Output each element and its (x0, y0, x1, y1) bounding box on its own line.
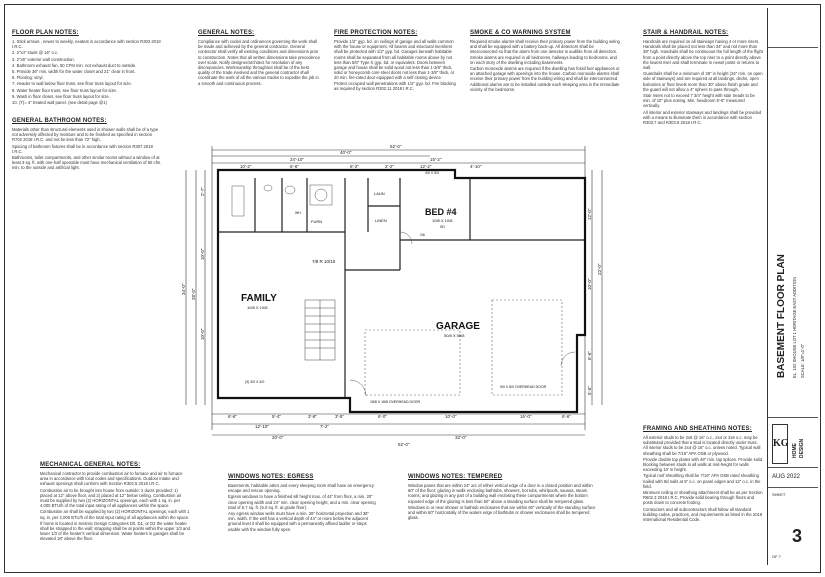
dimension-label: 10'-0" (200, 248, 205, 260)
dimension-label: 10'-0" (587, 278, 592, 290)
framing-note: All exterior studs to be 2x6 @ 16" o.c., 2x4 or 2x6 o.c. may be substituted provided that a stud is located directly under truss. All interior studs to be 2x4 @ 16" o.c. unless noted. Typical wall sheathing shall be 7/16" APA OSB or plywood. (643, 435, 761, 456)
floor-plan-notes-title: FLOOR PLAN NOTES: (12, 30, 79, 36)
bathroom-note: Spacing of bathroom fixtures shall be in accordance with section R307 2018 I.R.C. (12, 143, 153, 154)
dimension-label: 10'-0" (445, 414, 457, 419)
smoke-co-notes-title: SMOKE & CO WARNING SYSTEM (470, 30, 571, 36)
dimension-label: 32'-0" (455, 435, 467, 440)
room-size-family: 10/8 X 10/8 (247, 305, 268, 310)
sheet-number-box (768, 488, 818, 565)
egress-note: Any egress window wells must have a min. 36" horizontal projection and 36" min. width. If the well has a vertical depth of 44" or more below the adjacent ground level it shall be equipped with a permanently affixed ladder or steps usable with the window fully open. (228, 511, 370, 532)
stair-handrail-notes-title: STAIR & HANDRAIL NOTES: (643, 30, 729, 36)
mechanical-notes-title: MECHANICAL GENERAL NOTES: (40, 462, 141, 468)
closet-door-label: 2/6 (420, 233, 425, 237)
stair-note: Guardrails shall be a minimum of 36" in height (34" min. on open side of stairways) and are required at all landings, decks, open balconies or floor levels more than 30" above finish grade and the guard will not allow a 4" sphere to pass through. (643, 71, 763, 92)
room-label-laundry: LAUN (374, 191, 385, 196)
smoke-note: Carbon monoxide alarms are required if the dwelling has fossil fuel appliances or an attached garage with openings into the house. Carbon monoxide alarms shall receive their primary power from the building wiring and shall be interconnected. Additional alarms are to be installed outside each sleeping area in the immediate vicinity of the bedrooms. (470, 66, 620, 92)
dimension-label: 6'-6" (228, 414, 237, 419)
room-label-bed4: BED #4 (425, 207, 457, 217)
dimension-label: 24'-10" (290, 157, 304, 162)
designer-logo: KG (772, 424, 788, 464)
room-label-garage: GARAGE (436, 321, 480, 332)
floor-note: 5. Provide 36" min. width for the water closet and 21" clear in front. (12, 69, 136, 75)
dimension-label: 10'-0" (200, 328, 205, 340)
fire-protection-notes-title: FIRE PROTECTION NOTES: (334, 30, 418, 36)
framing-note: Minimum ceiling or sheathing attachment shall be as per Section R602.3 2018 I.R.C. Provide solid bearing through floors and posts down to concrete footing. (643, 490, 763, 506)
room-label-furnace: FURN (311, 219, 323, 224)
dimension-label: 22'-0" (597, 263, 602, 275)
title-block (767, 8, 818, 565)
sheet-label: SHEET (772, 492, 786, 497)
water-heater-label: WH (295, 211, 301, 215)
smoke-note: Required smoke alarms shall receive their primary power from the building wiring and shall be equipped with a battery back-up. All detectors shall be interconnected so that the alarm from one detector is audible from all detectors. Smoke alarms are required in all bedrooms, hallways leading to bedrooms, and on each story of the dwelling including basements. (470, 39, 620, 65)
dimension-label: 28'-0" (191, 288, 196, 300)
floor-note: 10. (T)= 4" treated wall panel. (see detail page @1) (12, 100, 108, 106)
logo-text-design: DESIGN (799, 438, 805, 458)
floor-note: 6. Flooring: vinyl. (12, 75, 44, 81)
general-bathroom-notes-title: GENERAL BATHROOM NOTES: (12, 118, 107, 124)
framing-note: Contractors and all subcontractors shall follow all standard building codes, practices, and requirements as listed in the 2018 International Residential Code. (643, 506, 763, 523)
dimension-label: 40'-0" (340, 150, 352, 155)
smoke-detector-label: SD (440, 225, 445, 229)
floor-note: 2. 2"x4" studs @ 16" o.c. (12, 50, 59, 56)
dimension-label: 34'-0" (181, 283, 186, 295)
bathroom-note: Materials other than structural elements used in shower walls shall be of a type not adversely affected by moisture and to be finished as specified in section R702 2018 I.R.C. and not be less than 72" high. (12, 127, 159, 143)
floor-note: 9. Wash in floor closet, see floor truss layout for size. (12, 93, 110, 99)
dimension-label: 2'-7" (200, 187, 205, 196)
dimension-label: 20'-0" (272, 435, 284, 440)
floor-note: 8. Water heater floor truss; see floor truss layout for size. (12, 87, 118, 93)
room-label-family: FAMILY (241, 293, 277, 304)
dimension-label: 7'-2" (320, 424, 329, 429)
dimension-label: 2'-2" (385, 164, 394, 169)
dimension-label: 6'-6" (562, 414, 571, 419)
revision-box (768, 8, 818, 48)
stair-note: All interior and exterior stairways and landings shall be provided with a means to illuminate them in accordance with section R303.7 and R303.8 2018 I.R.C. (643, 109, 762, 126)
windows-egress-notes-title: WINDOWS NOTES: EGRESS (228, 474, 314, 480)
dimension-label: 6'-0" (378, 414, 387, 419)
window-label-family: (3) 3/0 X 4/0 (245, 380, 265, 384)
stair-note: Handrails are required on all stairways having 4 or more risers. Handrails shall be placed not less than 34" and not more than 38" high. Handrails shall be continuous the full length of the flight from a point directly above the top riser to a point directly above the lowest riser and shall terminate in newel posts or returns to wall. (643, 39, 763, 71)
egress-note: Basements, habitable attics and every sleeping room shall have an emergency escape and rescue opening. (228, 483, 374, 494)
dimension-label: 12'-2" (420, 164, 432, 169)
dimension-label: 12'-10" (255, 424, 269, 429)
framing-note: Provide double top plates with 48" min. lap splices. Provide solid blocking between studs in all walls at mid-height for walls exceeding 10' in height. (643, 456, 763, 473)
floor-note: 3. 2"x6" exterior wall construction. (12, 56, 75, 62)
tempered-note: Windows in or near shower or bathtub enclosures that are within 60" vertically of the standing surface and within 60" horizontally of the waters edge of bathtubs or shower enclosures shall be tempered glass. (408, 504, 596, 521)
logo-text-home: HOME (792, 443, 798, 458)
tempered-note: Window panes that are within 24" arc of either vertical edge of a door in a closed position and within 60" of the floor; glazing in walls enclosing bathtubs, showers, hot tubs, whirlpools, saunas, steam rooms; and glazing in any part of a building wall enclosing these compartments where the bottom exposed edge of the glazing is less than 60" above a standing surface shall be tempered glass. (408, 483, 593, 504)
framing-note: Typical roof sheathing shall be 7/16" APA OSB rated sheathing nailed with 8d nails at 6" o.c. on panel edges and 12" o.c. in the field. (643, 473, 761, 489)
project-address: EL. 102 SHOUSE LOT 1 HERITAGE EAST ADDITION (792, 276, 797, 378)
fire-note-text: Provide 1/2" gyp. bd. on ceilings of garage and all walls common with the house or equipment. All beams and structural members shall be protected with 1/2" gyp. bd. Garages beneath habitable rooms shall be separated from all habitable rooms above by not less than 5/8" Type X gyp. bd. or equivalent. Doors between garage and house shall be solid wood not less than 1-3/8" thick, solid or honeycomb core steel doors not less than 1-3/8" thick, or 20 min. fire-rated door equipped with a self closing device. Protect occupied wall penetrations with 1/2" gyp. bd. Fire blocking as required by section R302.11 2018 I.R.C. (334, 39, 456, 91)
date-box (768, 468, 818, 488)
dimension-label: 3'-5" (335, 414, 344, 419)
general-notes-title: GENERAL NOTES: (198, 30, 255, 36)
floor-note: 4. Bathroom exhaust fan, 50 CFM min. not exhaust duct to outside. (12, 62, 137, 68)
dimension-label: 6'-6" (290, 164, 299, 169)
room-size-bed4: 10/8 X 10/8 (432, 218, 453, 223)
mechanical-note: Combustion air to be brought into house from outside: 2 ducts provided: 1) placed at 12" above floor, and 2) placed at 12" below ceiling. Combustion air must be supplied by two (2) HORIZONTAL openings, each with 1 sq. in. per 4,000 BTU/h of the total input rating of all appliances within the space. (40, 487, 182, 509)
sheet-title: BASEMENT FLOOR PLAN (776, 254, 787, 378)
garage-door-label-small: 18/8 X 18/8 OVERHEAD DOOR (370, 400, 420, 404)
sheet-number: 3 (792, 526, 803, 546)
dimension-label: 4'-10" (470, 164, 482, 169)
stair-note: Stair risers not to exceed 7 3/4" height with stair treads to be min. of 10" plus nosing. Min. headroom 6'-8" measured vertically. (643, 93, 755, 109)
logo-box (768, 418, 818, 468)
mechanical-note: Mechanical contractor to provide combustion air to furnace and air to furnace area in accordance with local codes and specifications. Outdoor intake and exhaust openings shall conform with Section R302.5 2018 I.R.C. (40, 471, 183, 487)
dimension-label: 52'-0" (390, 144, 402, 149)
dimension-label: 5'-6" (587, 386, 592, 395)
garage-door-label-big: 9/0 X 8/0 OVERHEAD DOOR (500, 385, 547, 389)
drawing-scale: SCALE: 1/8"=1'-0" (800, 343, 805, 378)
drawing-date: AUG 2022 (772, 474, 801, 480)
bathroom-note: Bathrooms, toilet compartments, and other similar rooms without a window of at least 3 sq. ft. with one-half openable must have mechanical ventilation of 50 cfm. min. to the outside and artificial light. (12, 155, 162, 171)
framing-sheathing-notes-title: FRAMING AND SHEATHING NOTES: (643, 426, 752, 432)
room-label-linen: LINEN (375, 218, 387, 223)
dimension-label: 15'-2" (430, 157, 442, 162)
window-label-bed: 4/0 X 5/0 (425, 171, 440, 175)
floor-note: 7. Header to wall below floor truss, see floor truss layout for size. (12, 81, 132, 87)
mechanical-note: If home is located in Seismic Design Categories D0, D1, or D2 the water heater shall be strapped to the wall; strapping shall be at points within the upper 1/3 and lower 1/3 of the heater's vertical dimension. Water heaters in garages shall be elevated 18" above the floor. (40, 520, 190, 542)
egress-note: Egress windows to have a finished sill height max. of 44" from floor, a min. 20" clear opening width and 24" min. clear opening height, and a min. clear opening total of 5.7 sq. ft. (5.0 sq. ft. at grade floor). (228, 494, 376, 510)
general-note-text: Compliance with codes and ordinances governing the work shall be made and achieved by the general contractor. General contractor shall verify all existing conditions and dimensions prior to construction. Notes that all written dimensions take precedence over scale. Notify designer/architect for resolution of any discrepancies. Workmanship throughout shall be of the best quality of the trade involved and the general contractor shall coordinate the work of all the various trades to expedite the job in a smooth and continuous process. (198, 39, 320, 86)
dimension-label: 16'-0" (520, 414, 532, 419)
dimension-label: 5'-4" (272, 414, 281, 419)
dimension-label: 52'-0" (398, 442, 410, 447)
sheet-total: OF 7 (772, 554, 781, 559)
floor-note: 1. Stick arrows , newer to weekly, neatest in accordance with section R302 2018 I.R.C. (12, 39, 161, 50)
dimension-label: 3'-8" (308, 414, 317, 419)
room-size-garage: 50/8 X 50/8 (444, 333, 465, 338)
windows-tempered-notes-title: WINDOWS NOTES: TEMPERED (408, 474, 503, 480)
dimension-label: 6'-2" (350, 164, 359, 169)
mechanical-note: Combustion air shall be supplied by two (2) HORIZONTAL openings, each with 1 sq. in. per 2,000 BTU/h of the total input rating of all appliances within the space. (40, 509, 190, 520)
dimension-label: 6'-6" (587, 351, 592, 360)
dimension-label: 12'-0" (587, 208, 592, 220)
stair-label: 7/8 R 10/10 (312, 259, 336, 264)
title-box (768, 48, 818, 418)
dimension-label: 10'-2" (240, 164, 252, 169)
